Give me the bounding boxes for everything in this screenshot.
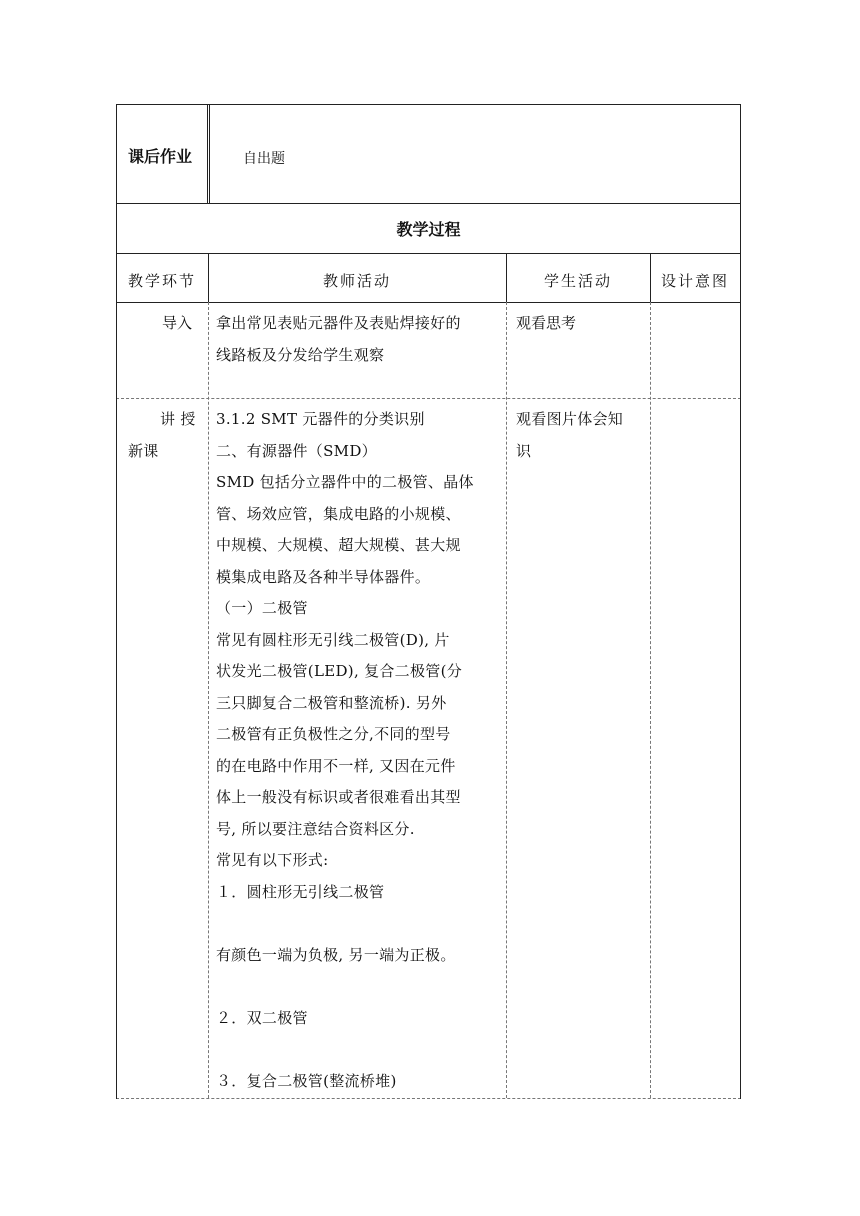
table-border-right: [740, 104, 741, 1099]
header-student: 学生活动: [543, 272, 612, 290]
lecture-stage-line: 讲 授: [160, 410, 196, 428]
intro-teacher-line: 线路板及分发给学生观察: [216, 345, 385, 364]
teacher-line: 有颜色一端为负极, 另一端为正极。: [216, 945, 456, 964]
teacher-line: 中规模、大规模、超大规模、甚大规: [216, 536, 461, 554]
homework-value: 自出题: [243, 151, 285, 167]
teacher-line: ３．复合二极管(整流桥堆): [216, 1071, 397, 1090]
teacher-line: 体上一般没有标识或者很难看出其型: [216, 788, 461, 806]
table-border-title-bottom: [116, 253, 741, 254]
table-border-left: [116, 104, 117, 1099]
header-stage: 教学环节: [127, 272, 196, 290]
teacher-line: 号, 所以要注意结合资料区分.: [216, 819, 415, 838]
teacher-line: （一）二极管: [216, 599, 308, 617]
teacher-line-blank: [216, 908, 474, 940]
teacher-line: 常见有圆柱形无引线二极管(D), 片: [216, 630, 450, 649]
table-border-header-bottom: [116, 302, 741, 303]
teacher-line: SMD 包括分立器件中的二极管、晶体: [216, 473, 474, 491]
table-border-bottom: [116, 1098, 741, 1099]
teacher-line: 的在电路中作用不一样, 又因在元件: [216, 756, 456, 775]
lecture-stage-line: 新课: [128, 441, 159, 460]
column-divider-student-body: [650, 302, 651, 1098]
lecture-stage: [128, 404, 196, 467]
teacher-line: 状发光二极管(LED), 复合二极管(分: [216, 662, 463, 680]
teacher-line: １．圆柱形无引线二极管: [216, 882, 385, 901]
lecture-teacher-activity: [216, 404, 474, 1097]
teacher-line: 二、有源器件（SMD）: [216, 441, 377, 460]
teacher-line: 常见有以下形式:: [216, 851, 329, 869]
lecture-student-activity: [516, 404, 623, 467]
teacher-line: ２．双二极管: [216, 1008, 308, 1027]
column-divider-stage-body: [208, 302, 209, 1098]
teacher-line: 二极管有正负极性之分,不同的型号: [216, 725, 451, 743]
student-line: 识: [516, 441, 532, 460]
homework-divider-a: [207, 104, 208, 203]
header-design: 设计意图: [660, 272, 729, 290]
intro-stage: 导入: [162, 314, 193, 332]
header-teacher: 教师活动: [322, 272, 391, 290]
teacher-line: 3.1.2 SMT 元器件的分类识别: [216, 410, 425, 428]
teacher-line: 管、场效应管，集成电路的小规模、: [216, 504, 461, 523]
teacher-line-blank: [216, 971, 474, 1003]
teacher-line-blank: [216, 1034, 474, 1066]
column-divider-teacher-body: [506, 302, 507, 1098]
teacher-line: 模集成电路及各种半导体器件。: [216, 567, 431, 586]
table-border-homework-bottom: [116, 203, 741, 204]
section-title: 教学过程: [396, 220, 461, 239]
teacher-line: 三只脚复合二极管和整流桥). 另外: [216, 693, 447, 712]
intro-teacher-line: 拿出常见表贴元器件及表贴焊接好的: [216, 314, 461, 332]
student-line: 观看图片体会知: [516, 410, 624, 428]
homework-label: 课后作业: [128, 147, 193, 166]
intro-teacher-activity: [216, 308, 461, 371]
homework-divider-b: [209, 104, 210, 203]
intro-student-activity: 观看思考: [516, 314, 577, 332]
row-divider-intro: [116, 398, 741, 399]
